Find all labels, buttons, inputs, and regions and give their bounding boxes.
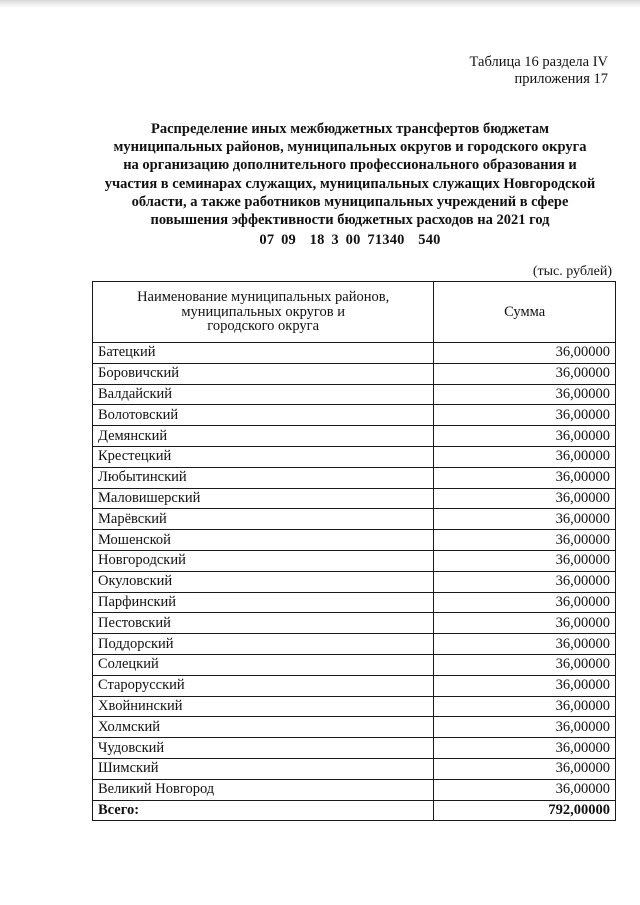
table-row: [93, 717, 616, 738]
amount-cell: 36,00000: [434, 758, 616, 779]
title-line: участия в семинарах служащих, муниципальных служащих Новгородской: [104, 175, 596, 192]
district-name-cell: Волотовский: [93, 405, 434, 426]
scan-top-edge: [0, 0, 640, 8]
document-title: [70, 120, 630, 229]
total-row: [93, 800, 616, 821]
district-name-cell: Боровичский: [93, 363, 434, 384]
budget-classification-code: 07 09 18 3 00 71340 540: [259, 232, 441, 248]
table-row: [93, 634, 616, 655]
amount-cell: 36,00000: [434, 550, 616, 571]
header-name-cell: [93, 282, 434, 343]
district-name-cell: Демянский: [93, 426, 434, 447]
district-name-cell: Новгородский: [93, 550, 434, 571]
title-line: области, а также работников муниципальных учреждений в сфере: [131, 193, 569, 210]
district-name-cell: Парфинский: [93, 592, 434, 613]
district-name-cell: Пестовский: [93, 613, 434, 634]
reference-line-2: приложения 17: [514, 71, 608, 87]
amount-cell: 36,00000: [434, 446, 616, 467]
title-line: повышения эффективности бюджетных расходов на 2021 год: [150, 212, 550, 229]
table-row: [93, 592, 616, 613]
table-row: [93, 343, 616, 364]
header-name-line: Наименование муниципальных районов,: [137, 289, 390, 306]
table-row: [93, 363, 616, 384]
table-row: [93, 405, 616, 426]
table-row: [93, 467, 616, 488]
header-name-line: муниципальных округов и: [181, 303, 345, 320]
table-row: [93, 696, 616, 717]
table-row: [93, 488, 616, 509]
amount-cell: 36,00000: [434, 509, 616, 530]
table-body: [93, 343, 616, 821]
district-name-cell: Холмский: [93, 717, 434, 738]
district-name-cell: Валдайский: [93, 384, 434, 405]
title-line: муниципальных районов, муниципальных округов и городского округа: [113, 139, 587, 156]
total-label-cell: Всего:: [93, 800, 434, 821]
title-line: на организацию дополнительного профессионального образования и: [123, 157, 577, 174]
district-name-cell: Маловишерский: [93, 488, 434, 509]
amount-cell: 36,00000: [434, 405, 616, 426]
table-row: [93, 675, 616, 696]
amount-cell: 36,00000: [434, 696, 616, 717]
table-row: [93, 446, 616, 467]
amount-cell: 36,00000: [434, 717, 616, 738]
transfers-table: [92, 281, 616, 821]
amount-cell: 36,00000: [434, 343, 616, 364]
district-name-cell: Марёвский: [93, 509, 434, 530]
amount-cell: 36,00000: [434, 530, 616, 551]
table-header-row: [93, 282, 616, 343]
unit-label: (тыс. рублей): [532, 264, 612, 279]
amount-cell: 36,00000: [434, 779, 616, 800]
table-row: [93, 654, 616, 675]
amount-cell: 36,00000: [434, 426, 616, 447]
amount-cell: 36,00000: [434, 592, 616, 613]
amount-cell: 36,00000: [434, 363, 616, 384]
total-amount-cell: 792,00000: [434, 800, 616, 821]
table-row: [93, 530, 616, 551]
title-line: Распределение иных межбюджетных трансфертов бюджетам: [151, 121, 549, 137]
table-row: [93, 509, 616, 530]
table-row: [93, 384, 616, 405]
header-name-line: городского округа: [207, 318, 320, 335]
table-row: [93, 571, 616, 592]
district-name-cell: Солецкий: [93, 654, 434, 675]
district-name-cell: Старорусский: [93, 675, 434, 696]
district-name-cell: Поддорский: [93, 634, 434, 655]
amount-cell: 36,00000: [434, 571, 616, 592]
table-row: [93, 779, 616, 800]
district-name-cell: Любытинский: [93, 467, 434, 488]
district-name-cell: Мошенской: [93, 530, 434, 551]
district-name-cell: Окуловский: [93, 571, 434, 592]
district-name-cell: Великий Новгород: [93, 779, 434, 800]
amount-cell: 36,00000: [434, 488, 616, 509]
district-name-cell: Хвойнинский: [93, 696, 434, 717]
amount-cell: 36,00000: [434, 675, 616, 696]
district-name-cell: Батецкий: [93, 343, 434, 364]
amount-cell: 36,00000: [434, 634, 616, 655]
table-row: [93, 758, 616, 779]
reference-line-1: Таблица 16 раздела IV: [469, 54, 608, 70]
amount-cell: 36,00000: [434, 467, 616, 488]
district-name-cell: Крестецкий: [93, 446, 434, 467]
amount-cell: 36,00000: [434, 654, 616, 675]
amount-cell: 36,00000: [434, 613, 616, 634]
amount-cell: 36,00000: [434, 384, 616, 405]
table-row: [93, 738, 616, 759]
table-row: [93, 613, 616, 634]
amount-cell: 36,00000: [434, 738, 616, 759]
district-name-cell: Чудовский: [93, 738, 434, 759]
header-sum-cell: Сумма: [434, 282, 616, 343]
table-reference: [470, 54, 608, 88]
district-name-cell: Шимский: [93, 758, 434, 779]
table-row: [93, 550, 616, 571]
table-row: [93, 426, 616, 447]
